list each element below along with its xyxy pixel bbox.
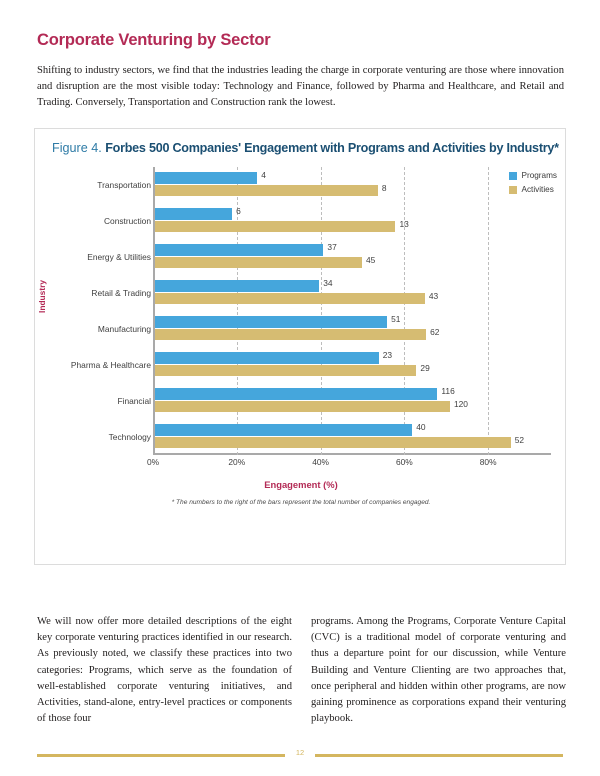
bar-value-label: 116 [441, 386, 455, 396]
bar-value-label: 40 [416, 422, 426, 432]
bar-group [155, 275, 551, 311]
bar-value-label: 6 [236, 206, 241, 216]
x-tick-label: 0% [146, 457, 160, 467]
category-label: Manufacturing [97, 324, 151, 334]
bar-programs [155, 172, 258, 184]
legend-label-programs: Programs [521, 171, 557, 180]
bar-value-label: 43 [428, 290, 439, 301]
chart-footnote: * The numbers to the right of the bars represent the total number of companies engaged. [171, 499, 431, 506]
bar-programs [155, 280, 320, 292]
page-number: 12 [295, 748, 305, 757]
body-column-left: We will now offer more detailed descriptions of the eight key corporate venturing practices identified in our research. As previously noted, we classify these practices into two categories: Programs, which serve as the foundation of well-established corporate venturing initiatives, and Activities, stand-alone, entry-level practices or components of those four [37, 616, 292, 725]
legend-label-activities: Activities [521, 185, 554, 194]
body-column-right: programs. Among the Programs, Corporate Venture Capital (CVC) is a traditional model of corporate venturing and thus a departure point for our discussion, while Venture Building and Venture Clienting are two approaches that, once peripheral and hidden within other programs, are now gaining prominence as corporations expand their venturing playbook. [311, 616, 566, 725]
bar-value-label: 8 [381, 182, 387, 193]
bar-group [155, 383, 551, 419]
bar-value-label: 29 [420, 362, 430, 373]
page-title: Corporate Venturing by Sector [37, 31, 271, 49]
plot-area [153, 167, 551, 455]
bar-group [155, 311, 551, 347]
bar-value-label: 13 [399, 218, 409, 229]
bar-programs [155, 424, 413, 436]
bar-group [155, 419, 551, 455]
bar-activities [155, 401, 450, 413]
bar-programs [155, 316, 388, 328]
bar-value-label: 62 [430, 326, 440, 337]
bar-value-label: 120 [453, 398, 468, 409]
bar-activities [155, 221, 396, 233]
intro-paragraph: Shifting to industry sectors, we find that the industries leading the charge in corporate venturing are those where innovation and disruption are the most visible today: Technology and Finance, followed by Pharma and Healthcare, and Retail and Trading. Conversely, Transportation and Construction rank the lowest. [37, 65, 564, 109]
bar-programs [155, 388, 438, 400]
x-tick-label: 40% [312, 457, 329, 467]
category-label: Energy & Utilities [87, 252, 151, 262]
bar-activities [155, 437, 511, 449]
bar-value-label: 34 [323, 278, 333, 288]
x-tick-label: 20% [228, 457, 246, 467]
x-axis-title: Engagement (%) [264, 479, 338, 490]
x-axis-ticks [146, 457, 551, 473]
bar-activities [155, 329, 426, 341]
bar-value-label: 4 [261, 170, 266, 180]
figure-card [34, 128, 566, 565]
bar-activities [155, 365, 417, 377]
bar-value-label: 37 [327, 242, 337, 252]
bar-programs [155, 208, 233, 220]
bar-group [155, 347, 551, 383]
category-label: Technology [108, 432, 151, 442]
bar-activities [155, 257, 362, 269]
category-label: Transportation [97, 180, 151, 190]
figure-number: Figure 4. [52, 141, 102, 155]
figure-title-text: Forbes 500 Companies' Engagement with Programs and Activities by Industry* [105, 141, 559, 155]
x-tick-label: 60% [395, 457, 413, 467]
x-tick-label: 80% [479, 457, 497, 467]
category-axis-labels [59, 167, 151, 455]
bar-activities [155, 185, 378, 197]
category-label: Pharma & Healthcare [70, 360, 151, 370]
bar-group [155, 239, 551, 275]
bar-group [155, 203, 551, 239]
category-label: Financial [117, 396, 151, 406]
bar-programs [155, 244, 324, 256]
category-label: Construction [103, 216, 151, 226]
bar-value-label: 52 [514, 434, 525, 445]
bar-group [155, 167, 551, 203]
bar-value-label: 51 [391, 314, 401, 324]
bar-value-label: 45 [365, 254, 376, 265]
figure-title [52, 141, 559, 155]
bar-value-label: 23 [382, 350, 393, 360]
bar-activities [155, 293, 425, 305]
plot-wrapper [35, 167, 567, 527]
bar-programs [155, 352, 379, 364]
category-label: Retail & Trading [91, 288, 151, 298]
y-axis-title: Industry [37, 279, 47, 313]
